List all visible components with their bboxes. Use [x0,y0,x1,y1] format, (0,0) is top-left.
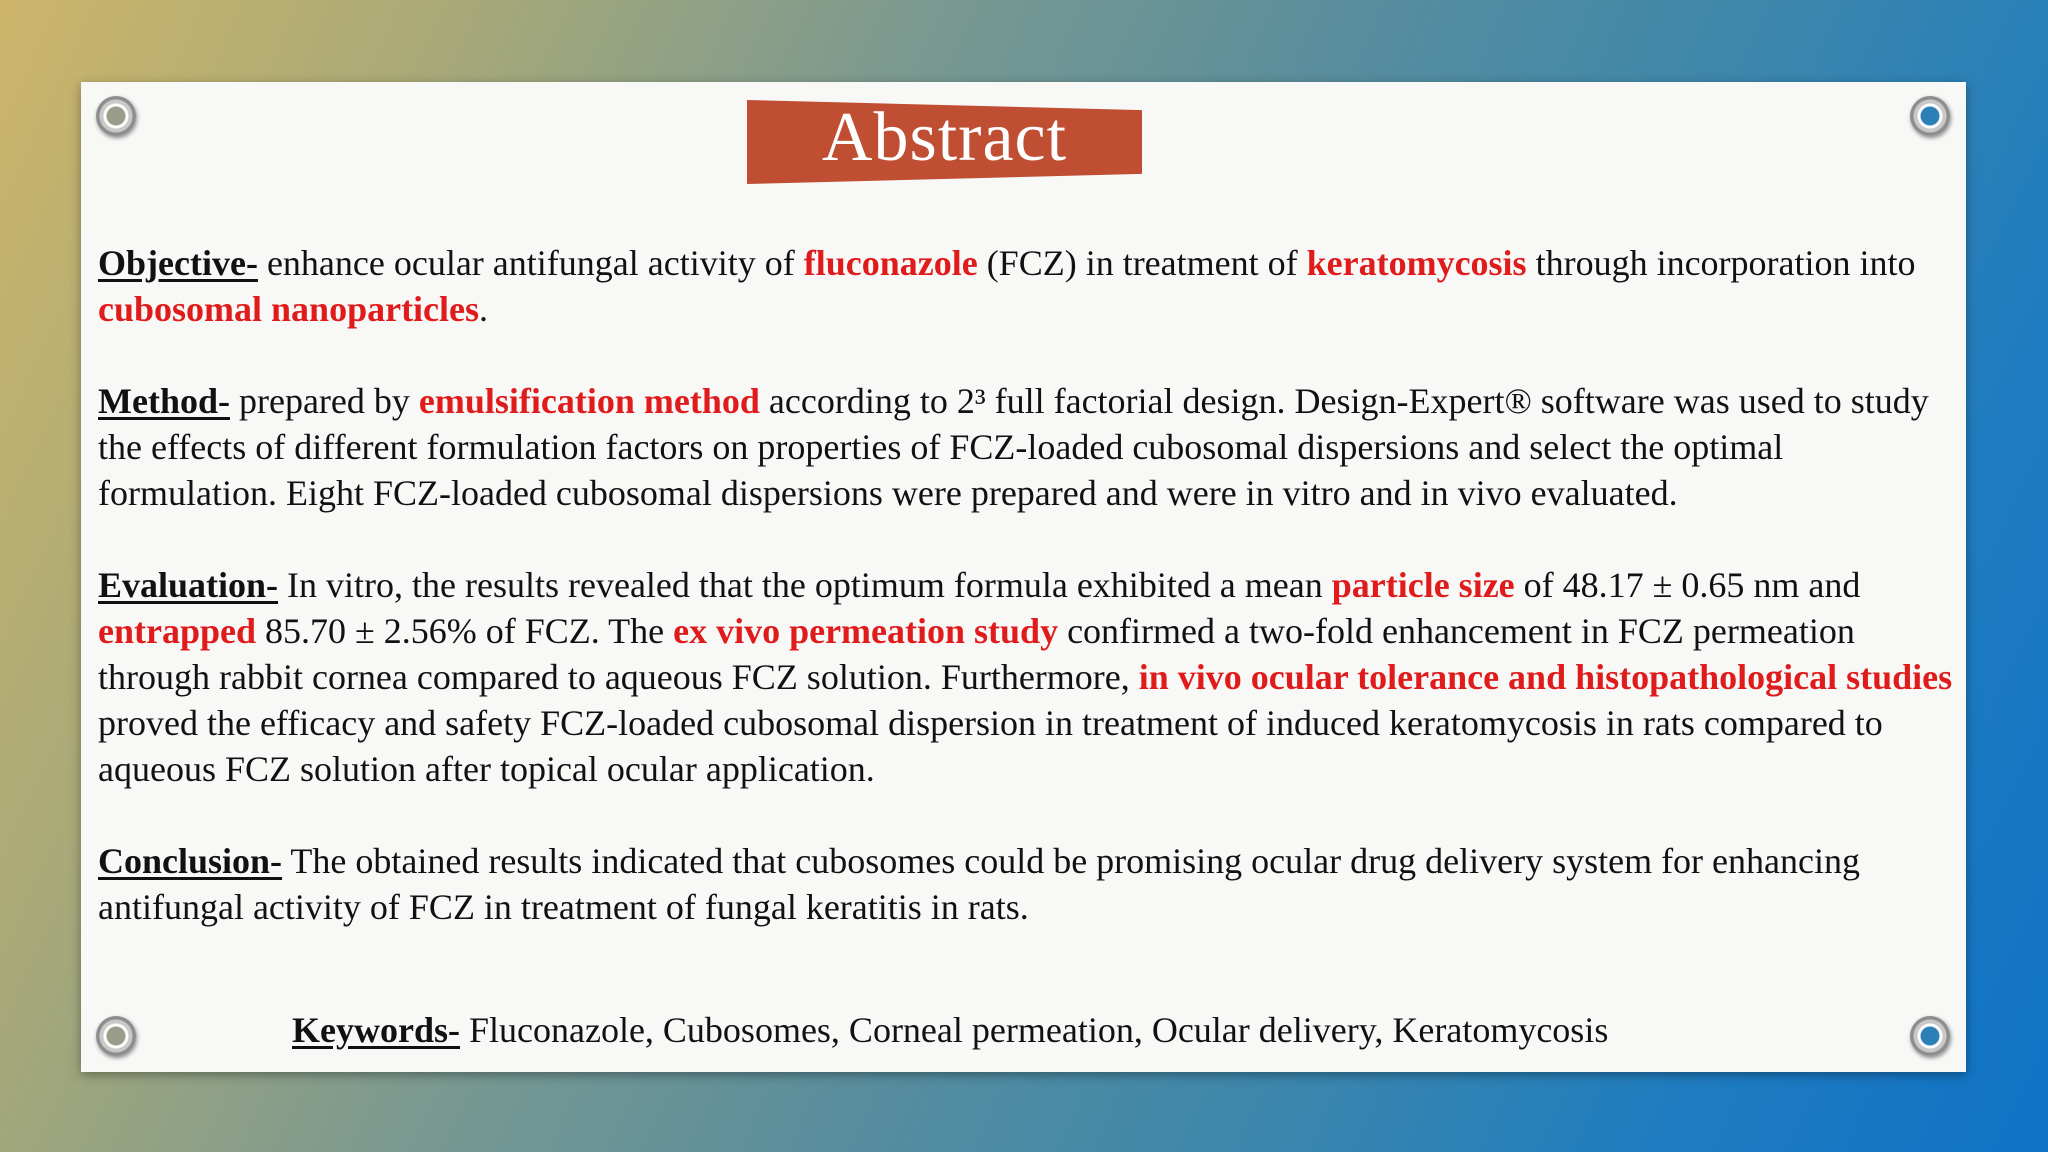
evaluation-text-4: confirmed a two-fold enhancement in FCZ permeation through rabbit cornea compared to aqueous FCZ solution. Furthermore, [98,611,1855,697]
evaluation-highlight-1: particle size [1331,565,1515,605]
objective-text-4: . [479,289,489,329]
keywords-heading: Keywords- [292,1010,460,1050]
method-paragraph [98,378,1958,516]
keywords-line [292,1007,1608,1053]
pin-top-left-icon [96,96,136,136]
evaluation-highlight-4: in vivo ocular tolerance and histopathological studies [1138,657,1953,697]
evaluation-paragraph [98,562,1958,792]
objective-highlight-3: cubosomal nanoparticles [98,289,480,329]
objective-highlight-1: fluconazole [803,243,978,283]
method-text-1: prepared by [229,381,419,421]
objective-text-1: enhance ocular antifungal activity of [257,243,804,283]
evaluation-text-3: 85.70 ± 2.56% of FCZ. The [256,611,674,651]
method-heading: Method- [98,381,230,421]
pin-bottom-left-icon [96,1016,136,1056]
method-highlight-1: emulsification method [418,381,760,421]
evaluation-text-2: of 48.17 ± 0.65 nm and [1514,565,1861,605]
pin-top-right-icon [1910,96,1950,136]
pin-bottom-right-icon [1910,1016,1950,1056]
conclusion-paragraph [98,838,1958,930]
evaluation-text-5: proved the efficacy and safety FCZ-loaded cubosomal dispersion in treatment of induced keratomycosis in rats compared to aqueous FCZ solution after topical ocular application. [98,703,1883,789]
conclusion-heading: Conclusion- [98,841,283,881]
objective-text-3: through incorporation into [1526,243,1916,283]
abstract-body [98,240,1958,976]
objective-highlight-2: keratomycosis [1306,243,1527,283]
evaluation-text-1: In vitro, the results revealed that the optimum formula exhibited a mean [278,565,1332,605]
keywords-text: Fluconazole, Cubosomes, Corneal permeation, Ocular delivery, Keratomycosis [459,1010,1609,1050]
evaluation-heading: Evaluation- [98,565,279,605]
page-title: Abstract [821,99,1068,176]
objective-text-2: (FCZ) in treatment of [977,243,1307,283]
objective-paragraph [98,240,1958,332]
method-text-2: according to 2³ full factorial design. Design-Expert® software was used to study the effects of different formulation factors on properties of FCZ-loaded cubosomal dispersions and select the optimal formulation. Eight FCZ-loaded cubosomal dispersions were prepared and were in vitro and in vivo evaluated. [98,381,1929,513]
evaluation-highlight-3: ex vivo permeation study [673,611,1059,651]
conclusion-text-1: The obtained results indicated that cubosomes could be promising ocular drug delivery system for enhancing antifungal activity of FCZ in treatment of fungal keratitis in rats. [98,841,1860,927]
objective-heading: Objective- [98,243,258,283]
evaluation-highlight-2: entrapped [98,611,257,651]
